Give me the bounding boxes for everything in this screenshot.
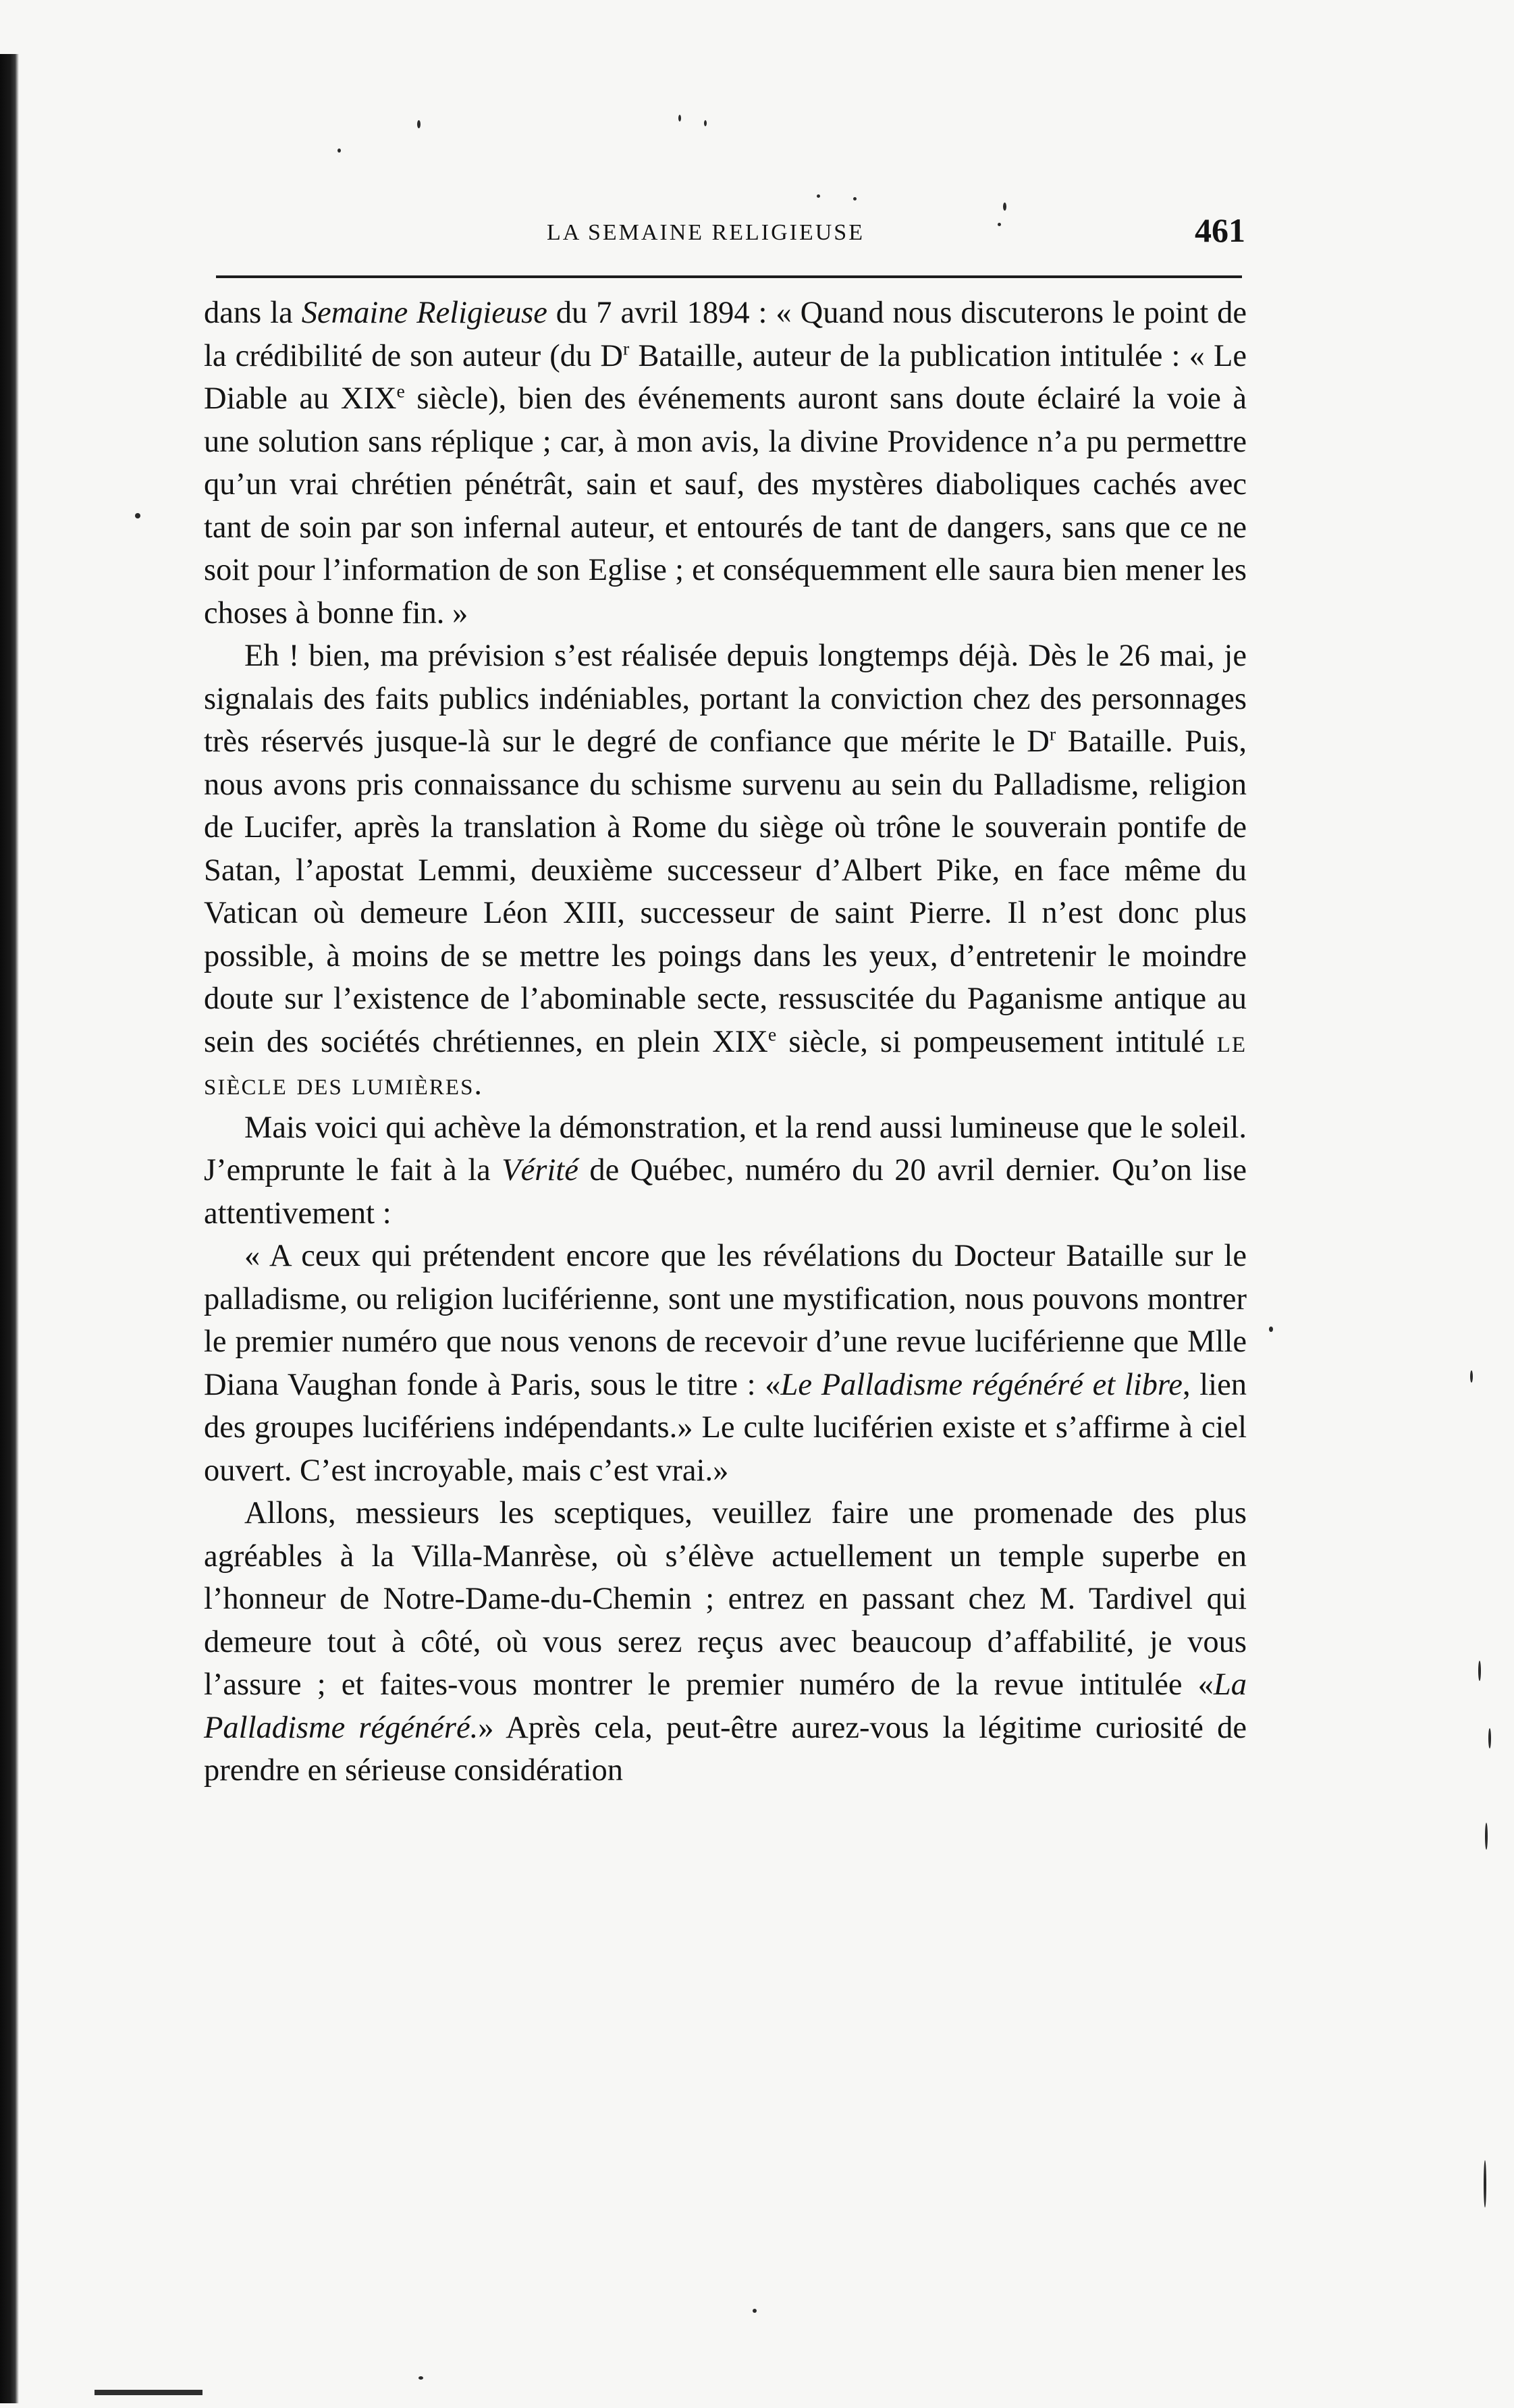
emphasis-semaine-religieuse: Semaine Religieuse <box>301 296 547 330</box>
paragraph-4-quotation: « A ceux qui prétendent encore que les révélations du Docteur Bataille sur le palladisme, ou religion luciférienne, sont une mystification, nous pouvons montrer le premier numéro que nous venons de recevoir d’une revue luciférienne que Mlle Diana Vaughan fonde à Paris, sous le titre : «Le Palladisme régénéré et libre, lien des groupes lucifériens indépendants.» Le culte luciférien existe et s’affirme à ciel ouvert. C’est incroyable, mais c’est vrai.» <box>204 1239 1247 1488</box>
paragraph-2: Eh ! bien, ma prévision s’est réalisée depuis longtemps déjà. Dès le 26 mai, je signalais des faits publics indéniables, portant la conviction chez des personnages très réservés jusque-là sur le degré de confiance que mérite le $D^r$ Bataille. Puis, nous avons pris connaissance du schisme survenu au sein du Palladisme, religion de Lucifer, après la translation à Rome du siège où trône le souverain pontife de Satan, l’apostat Lemmi, deuxième successeur d’Albert Pike, en face même du Vatican où demeure Léon XIII, successeur de saint Pierre. Il n’est donc plus possible, à moins de se mettre les poings dans les yeux, d’entretenir le moindre doute sur l’existence de l’abominable secte, ressuscitée du Paganisme antique au sein des sociétés chrétiennes, en plein XIXe siècle, si pompeusement intitulé le siècle des lumières. <box>204 639 1247 1102</box>
paragraph-5: Allons, messieurs les sceptiques, veuillez faire une promenade des plus agréables à la Villa-Manrèse, où s’élève actuellement un temple superbe en l’honneur de Notre-Dame-du-Chemin ; entrez en passant chez M. Tardivel qui demeure tout à côté, où vous serez reçus avec beaucoup d’affabilité, je vous l’assure ; et faites-vous montrer le premier numéro de la revue intitulée «La Palladisme régénéré.» Après cela, peut-être aurez-vous la légitime curiosité de prendre en sérieuse considération <box>204 1496 1247 1788</box>
paragraph-3: Mais voici qui achève la démonstration, et la rend aussi lumineuse que le soleil. J’emprunte le fait à la Vérité de Québec, numéro du 20 avril dernier. Qu’on lise attentivement : <box>204 1110 1247 1231</box>
emphasis-palladisme-regenere: La Palladisme régénéré. <box>204 1667 1247 1745</box>
emphasis-verite: Vérité <box>502 1153 578 1187</box>
scan-mark <box>94 2390 202 2395</box>
emphasis-palladisme-regenere-et-libre: Le Palladisme régénéré et libre <box>780 1367 1183 1402</box>
small-caps-siecle-des-lumieres: le siècle des lumières. <box>204 1024 1247 1102</box>
header-rule <box>216 275 1242 278</box>
binding-shadow <box>0 54 19 2403</box>
page-header <box>202 211 1245 255</box>
paragraph-1: dans la Semaine Religieuse du 7 avril 1894 : « Quand nous discuterons le point de la crédibilité de son auteur (du $D^r$ Bataille, auteur de la publication intitulée : « Le Diable au XIXe siècle), bien des événements auront sans doute éclairé la voie à une solution sans réplique ; car, à mon avis, la divine Providence n’a pu permettre qu’un vrai chrétien pénétrât, sain et sauf, des mystères diaboliques cachés avec tant de soin par son infernal auteur, et entourés de tant de dangers, sans que ce ne soit pour l’information de son Eglise ; et conséquemment elle saura bien mener les choses à bonne fin. » <box>204 296 1247 631</box>
page-number: 461 <box>1195 211 1245 249</box>
running-title: LA SEMAINE RELIGIEUSE <box>547 220 865 245</box>
body-text <box>204 292 1247 1792</box>
